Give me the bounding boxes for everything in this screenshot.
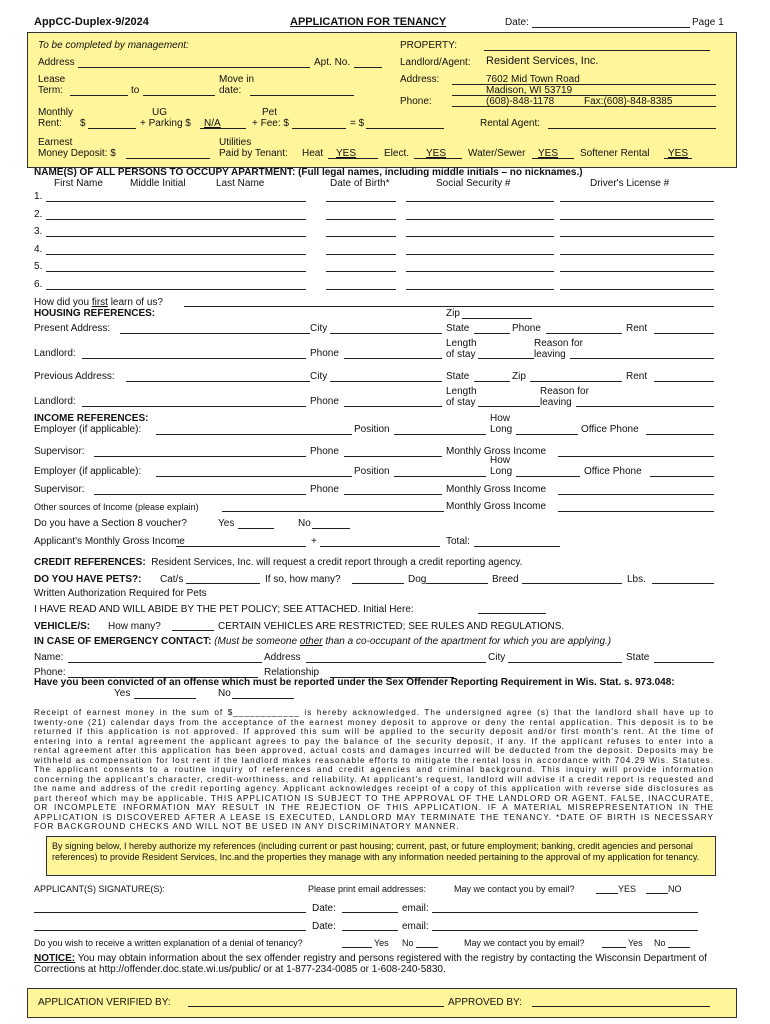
employer1-field[interactable] [156,434,352,435]
occupant-row-number: 4. [34,244,43,255]
emergency-name-field[interactable] [68,662,262,663]
previous-reason-field[interactable] [576,406,714,407]
form-title: APPLICATION FOR TENANCY [290,16,447,28]
pet-fee-label: + Fee: $ [252,118,289,129]
occupant-ssn-field[interactable] [406,219,554,220]
notice-text: You may obtain information about the sex offender registry and persons registered with the registry by contacting the Wisconsin Department of Corrections at http://offender.doc.state.wi.us/public/ or at 1-877-234-0085 or 1-608-240-5830. [34,953,707,975]
earnest-label: Earnest Money Deposit: $ [38,137,116,159]
position2-label: Position [354,466,390,477]
income-total-label: Total: [446,536,470,547]
previous-city-field[interactable] [330,381,442,382]
previous-zip-label: Zip [512,371,526,382]
denial-yes-field[interactable] [342,947,372,948]
present-reason-field[interactable] [570,358,714,359]
notice-paragraph [34,953,738,975]
office-phone1-field[interactable] [646,434,714,435]
gross2-label: Monthly Gross Income [446,484,547,495]
earnest-field[interactable] [126,158,210,159]
ug-label: UG [152,107,167,118]
lease-end-field[interactable] [143,95,215,96]
water-value: YES [538,148,559,159]
office-phone1-label: Office Phone [581,424,639,435]
rent-dollar: $ [80,118,86,129]
pets-how-many-field[interactable] [352,583,404,584]
present-landlord-phone-field[interactable] [344,358,442,359]
previous-landlord-field[interactable] [82,406,306,407]
office-phone2-field[interactable] [650,476,714,477]
section8-no-label: No [298,518,311,529]
section8-yes-label: Yes [218,518,235,529]
denial-no-field[interactable] [416,947,438,948]
occupant-dob-field[interactable] [326,236,396,237]
supervisor2-phone-label: Phone [310,484,339,495]
property-field[interactable] [484,50,710,51]
section8-yes-field[interactable] [238,528,274,529]
supervisor2-label: Supervisor: [34,484,85,495]
position2-field[interactable] [394,476,486,477]
emergency-phone-label: Phone: [34,667,66,678]
previous-city-label: City [310,371,328,382]
previous-rent-field[interactable] [654,381,714,382]
form-id: AppCC-Duplex-9/2024 [34,16,149,28]
signature1-email-label: email: [402,903,429,914]
employer2-label: Employer (if applicable): [34,466,142,477]
other-income-field[interactable] [222,511,444,512]
col-first-name: First Name [54,178,103,189]
signature2-email-label: email: [402,921,429,932]
income-heading: INCOME REFERENCES: [34,413,149,424]
present-zip-field[interactable] [462,318,532,319]
present-phone-field[interactable] [546,333,622,334]
zip-label: Zip [446,308,460,319]
approved-by-label: APPROVED BY: [448,997,522,1008]
position1-field[interactable] [394,434,486,435]
emergency-heading [34,636,611,647]
vehicles-label: VEHICLE/S: [34,621,91,632]
section8-label: Do you have a Section 8 voucher? [34,518,187,529]
occupant-license-field[interactable] [560,289,714,290]
water-field[interactable] [532,158,574,159]
emergency-note-other: other [299,636,323,647]
lbs-label: Lbs. [627,574,646,585]
credit-line [34,557,522,568]
signature1-date-label: Date: [312,903,336,914]
occupant-ssn-field[interactable] [406,254,554,255]
supervisor1-phone-label: Phone [310,446,339,457]
occupant-name-field[interactable] [46,201,306,202]
landlord-agent-label: Landlord/Agent: [400,57,471,68]
total-eq: = $ [350,118,365,129]
apt-label: Apt. No. [314,57,351,68]
landlord-agent-value: Resident Services, Inc. [486,55,599,67]
pet-policy-label: I HAVE READ AND WILL ABIDE BY THE PET POLICY; SEE ATTACHED. Initial Here: [34,604,414,615]
previous-address-field[interactable] [126,381,310,382]
approved-by-field[interactable] [532,1006,710,1007]
previous-state-label: State [446,371,470,382]
howlong1-field[interactable] [516,434,578,435]
authorization-box [46,836,716,876]
previous-landlord-phone-label: Phone [310,396,339,407]
landlord-address-label: Address: [400,74,440,85]
emergency-state-label: State [626,652,650,663]
elect-label: Elect. [384,148,410,159]
occupant-row-number: 1. [34,191,43,202]
previous-zip-field[interactable] [530,381,622,382]
print-email-label: Please print email addresses: [308,884,427,894]
income-plus: + [311,536,317,547]
learn-label: How did you first learn of us? [34,297,163,308]
occupant-name-field[interactable] [46,271,306,272]
previous-address-label: Previous Address: [34,371,115,382]
water-label: Water/Sewer [468,148,526,159]
learn-field[interactable] [184,306,714,307]
denial-contact-label: May we contact you by email? [464,938,585,948]
mgmt-address-field[interactable] [78,67,310,68]
income-total-field[interactable] [474,546,560,547]
mgmt-address-label: Address [38,57,75,68]
occupant-name-field[interactable] [46,289,306,290]
contact-email-label: May we contact you by email? [454,884,575,894]
col-dob: Date of Birth* [330,178,390,189]
previous-landlord-phone-field[interactable] [344,406,442,407]
applicant-gross-label: Applicant's Monthly Gross Income [34,536,185,547]
credit-text: Resident Services, Inc. will request a credit report through a credit reporting agency. [151,557,523,568]
signature2-date-field[interactable] [342,930,398,931]
col-license: Driver's License # [590,178,670,189]
signature1-email-field[interactable] [432,912,698,913]
date-label: Date: [505,17,529,28]
notice-label: NOTICE: [34,953,76,964]
present-city-field[interactable] [330,333,442,334]
emergency-name-label: Name: [34,652,64,663]
occupant-ssn-field[interactable] [406,236,554,237]
lease-start-field[interactable] [70,95,128,96]
occupant-row-number: 5. [34,261,43,272]
occupant-ssn-field[interactable] [406,271,554,272]
occupant-row-number: 6. [34,279,43,290]
heat-label: Heat [302,148,324,159]
signature2-email-field[interactable] [432,930,698,931]
rental-agent-label: Rental Agent: [480,118,541,129]
supervisor1-field[interactable] [94,456,306,457]
gross3-field[interactable] [558,511,714,512]
occupant-row-number: 3. [34,226,43,237]
occupant-license-field[interactable] [560,201,714,202]
emergency-note-b: than a co-occupant of the apartment for which you are applying.) [322,636,612,647]
present-phone-label: Phone [512,323,541,334]
gross1-field[interactable] [558,456,714,457]
verified-by-label: APPLICATION VERIFIED BY: [38,997,171,1008]
previous-reason-label: Reason for leaving [540,386,589,408]
present-landlord-label: Landlord: [34,348,76,359]
present-landlord-phone-label: Phone [310,348,339,359]
address-underline-3 [452,106,716,107]
verified-by-field[interactable] [188,1006,444,1007]
emergency-state-field[interactable] [654,662,714,663]
lease-term-label: Lease Term: [38,74,66,96]
offender-yes-label: Yes [114,688,131,699]
occupant-license-field[interactable] [560,254,714,255]
position1-label: Position [354,424,390,435]
parking-value: N/A [204,118,221,129]
signature-label: APPLICANT(S) SIGNATURE(S): [34,884,165,894]
howlong1-label: How Long [490,413,513,435]
credit-label: CREDIT REFERENCES: [34,557,146,568]
landlord-address-line1: 7602 Mid Town Road [486,74,580,85]
employer2-field[interactable] [156,476,352,477]
utilities-label: Utilities Paid by Tenant: [219,137,288,159]
pet-policy-initial-field[interactable] [478,613,546,614]
monthly-rent-field[interactable] [88,128,136,129]
signature1-date-field[interactable] [342,912,398,913]
emergency-city-label: City [488,652,506,663]
emergency-city-field[interactable] [508,662,622,663]
occupant-ssn-field[interactable] [406,289,554,290]
col-last-name: Last Name [216,178,265,189]
offender-yes-field[interactable] [134,698,196,699]
occupant-dob-field[interactable] [326,201,396,202]
supervisor1-phone-field[interactable] [344,456,442,457]
denial-contact-no-label: No [654,938,666,948]
present-city-label: City [310,323,328,334]
landlord-phone-label: Phone: [400,96,432,107]
parking-label: + Parking $ [140,118,191,129]
supervisor2-field[interactable] [94,494,306,495]
vehicles-restricted: CERTAIN VEHICLES ARE RESTRICTED; SEE RULES AND REGULATIONS. [218,621,565,632]
rental-agent-field[interactable] [548,128,716,129]
previous-length-label: Length of stay [446,386,477,408]
apt-field[interactable] [354,67,382,68]
applicant-gross-field-1[interactable] [176,546,306,547]
occupant-ssn-field[interactable] [406,201,554,202]
mgmt-note: To be completed by management: [38,40,189,51]
pet-label: Pet [262,107,278,118]
legal-paragraph: Receipt of earnest money in the sum of $____________ is hereby acknowledged. The undersigned agree (s) that the landlord shall have up to twenty-one (21) calendar days from the acceptance of the earnest money deposit to approve or deny the rental application. This deposit is to be returned if this application is not approved. If approved this sum will be applied to the security deposit and/or first month's rent. At the time of entering into a rental agreement the applicant agrees to pay the balance of the security deposit, if any. If the applicant refuses to enter into a rental agreement after this application has been approved, actual costs and damages incurred will be deducted from the deposit. Deposits may be withheld as compensation for lost rent if the landlord makes reasonable efforts to mitigate the rental loss in accordance with 704.29 Wis. Statutes. The applicant consents to a routine inquiry of references and credit agencies and criminal background. This inquiry will provide information concerning the applicant's character, credit-worthiness, and reliability. At applicant's request, landlord will advise if a credit report is requested and the name and address of the credit reporting agency. Applicant acknowledges receipt of a copy of this application with reverse side disclosures as part thereof which may be applicable. THIS APPLICATION IS SUBJECT TO THE APPROVAL OF THE LANDLORD OR AGENT. FALSE, INACCURATE, OR INCOMPLETE INFORMATION MAY RESULT IN THE REJECTION OF THIS APPLICATION. IF A MATERIAL MISREPRESENTATION IN THE APPLICATION IS DISCOVERED AFTER A LEASE IS EXECUTED, LANDLORD MAY TERMINATE THE TENANCY. *DATE OF BIRTH IS NECESSARY FOR BACKGROUND CHECKS AND WILL NOT BE USED IN ANY DISCRIMINATORY MANNER. [34,708,714,831]
office-phone2-label: Office Phone [584,466,642,477]
employer1-label: Employer (if applicable): [34,424,142,435]
gross2-field[interactable] [558,494,714,495]
col-middle-initial: Middle Initial [130,178,186,189]
present-landlord-field[interactable] [82,358,306,359]
present-state-field[interactable] [474,333,510,334]
cats-field[interactable] [186,583,260,584]
col-ssn: Social Security # [436,178,511,189]
offender-no-label: No [218,688,231,699]
dog-field[interactable] [426,583,488,584]
softener-field[interactable] [664,158,692,159]
signature2-field[interactable] [34,930,306,931]
denial-contact-yes-field[interactable] [602,947,626,948]
applicant-gross-field-2[interactable] [320,546,440,547]
previous-length-field[interactable] [478,406,540,407]
landlord-fax-value: Fax:(608)-848-8385 [584,96,673,107]
parking-field[interactable] [200,128,246,129]
occupant-license-field[interactable] [560,236,714,237]
monthly-rent-label: Monthly Rent: [38,107,74,129]
pets-how-many-label: If so, how many? [265,574,341,585]
howlong2-field[interactable] [516,476,580,477]
occupant-name-field[interactable] [46,219,306,220]
denial-no-label: No [402,938,414,948]
present-address-label: Present Address: [34,323,111,334]
landlord-phone-value: (608)-848-1178 [486,96,555,107]
supervisor1-label: Supervisor: [34,446,85,457]
previous-rent-label: Rent [626,371,648,382]
property-label: PROPERTY: [400,40,458,51]
denial-contact-yes-label: Yes [628,938,643,948]
vehicles-how-many-label: How many? [108,621,161,632]
emergency-relationship-label: Relationship [264,667,320,678]
present-length-field[interactable] [478,358,534,359]
contact-yes-label: YES [618,884,637,894]
softener-label: Softener Rental [580,148,650,159]
denial-yes-label: Yes [374,938,389,948]
present-reason-label: Reason for leaving [534,338,583,360]
learn-first: first [91,297,108,308]
total-rent-field[interactable] [366,128,444,129]
occupant-name-field[interactable] [46,236,306,237]
heat-field[interactable] [328,158,378,159]
breed-label: Breed [492,574,519,585]
breed-field[interactable] [522,583,622,584]
cats-label: Cat/s [160,574,184,585]
present-state-label: State [446,323,470,334]
landlord-address-line2: Madison, WI 53719 [486,85,573,96]
heat-value: YES [336,148,357,159]
occupant-dob-field[interactable] [326,254,396,255]
denial-question: Do you wish to receive a written explanation of a denial of tenancy? [34,938,303,948]
signature2-date-label: Date: [312,921,336,932]
occupant-license-field[interactable] [560,271,714,272]
contact-no-field[interactable] [646,893,668,894]
occupant-license-field[interactable] [560,219,714,220]
supervisor2-phone-field[interactable] [344,494,442,495]
occupant-name-field[interactable] [46,254,306,255]
contact-no-label: NO [668,884,682,894]
occupant-row-number: 2. [34,209,43,220]
previous-state-field[interactable] [474,381,510,382]
pet-fee-field[interactable] [292,128,346,129]
emergency-address-label: Address [264,652,301,663]
occupant-dob-field[interactable] [326,271,396,272]
emergency-label: IN CASE OF EMERGENCY CONTACT: [34,636,212,647]
move-in-field[interactable] [250,95,354,96]
present-length-label: Length of stay [446,338,477,360]
gross1-label: Monthly Gross Income [446,446,547,457]
present-rent-field[interactable] [654,333,714,334]
emergency-address-field[interactable] [306,662,486,663]
denial-contact-no-field[interactable] [668,947,690,948]
page-number: Page 1 [692,17,724,28]
authorization-text: By signing below, I hereby authorize my references (including current or past housing; current, past, or future employment; banking, credit agencies and personal references) to provide Resident Services, Inc.and the properties they manage with any information needed pertaining to the approval of my application for tenancy. [52,841,700,862]
vehicles-how-many-field[interactable] [172,630,214,631]
present-rent-label: Rent [626,323,648,334]
occupant-dob-field[interactable] [326,219,396,220]
pets-written-auth: Written Authorization Required for Pets [34,588,207,599]
offender-no-field[interactable] [232,698,294,699]
gross3-label: Monthly Gross Income [446,501,547,512]
housing-heading: HOUSING REFERENCES: [34,308,156,319]
section8-no-field[interactable] [312,528,350,529]
occupant-dob-field[interactable] [326,289,396,290]
signature1-field[interactable] [34,912,306,913]
contact-yes-field[interactable] [596,893,618,894]
elect-value: YES [426,148,447,159]
lease-to: to [131,85,140,96]
other-income-label: Other sources of Income (please explain) [34,502,199,512]
dog-label: Dog [408,574,427,585]
move-in-label: Move in date: [219,74,255,96]
offender-question: Have you been convicted of an offense which must be reported under the Sex Offender Reporting Requirement in Wis. Stat. s. 973.048: [34,677,675,688]
date-field[interactable] [532,27,690,28]
howlong2-label: How Long [490,455,513,477]
previous-landlord-label: Landlord: [34,396,76,407]
elect-field[interactable] [414,158,462,159]
lbs-field[interactable] [652,583,714,584]
emergency-note-a: (Must be someone [214,636,300,647]
softener-value: YES [668,148,689,159]
present-address-field[interactable] [120,333,310,334]
pets-label: DO YOU HAVE PETS?: [34,574,142,585]
occupants-heading: NAME(S) OF ALL PERSONS TO OCCUPY APARTMENT: (Full legal names, including middle initials – no nicknames.) [34,167,583,178]
